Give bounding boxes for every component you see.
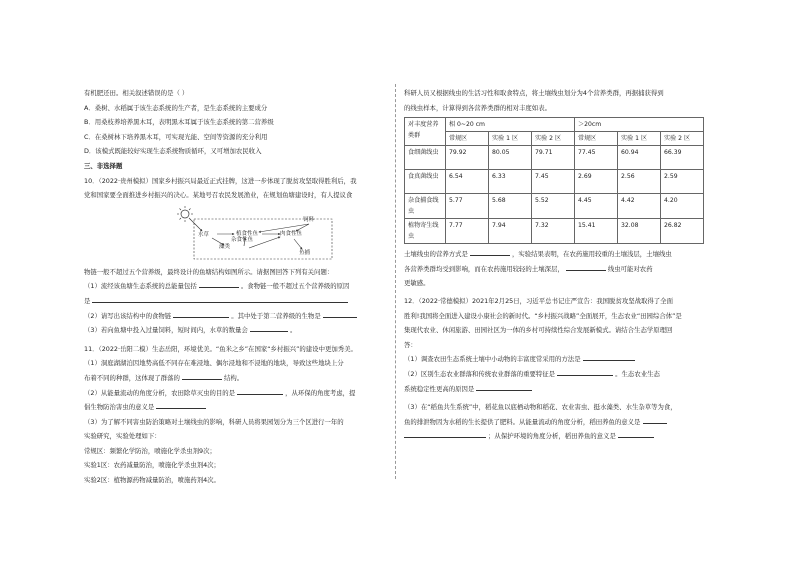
table-cell: 7.32 xyxy=(532,219,575,244)
omnivore-fish-label: 杂食性鱼 xyxy=(231,236,254,243)
table-cell: 5.77 xyxy=(446,194,489,219)
table-cell: 6.54 xyxy=(446,170,489,194)
answer-blank[interactable] xyxy=(250,324,288,332)
q10-sub3: （3）若向鱼塘中投入过量饲料，短时间内，水草的数量会 。 xyxy=(84,326,297,335)
answer-blank[interactable] xyxy=(199,280,239,288)
option-a: A．桑树、水稻属于该生态系统的生产者，是生态系统的主要成分 xyxy=(84,103,268,112)
answer-blank[interactable] xyxy=(237,387,283,395)
feed-label: 饲料 xyxy=(303,216,315,223)
table-cell: 26.82 xyxy=(661,219,704,244)
algae-label: 藻类 xyxy=(219,243,231,250)
carnivore-fish-label: 肉食性鱼 xyxy=(280,230,303,237)
table-cell: 7.94 xyxy=(489,219,532,244)
table-row-label: 食真菌线虫 xyxy=(405,170,446,194)
q12-text: 答： xyxy=(404,340,417,349)
table-cell: 60.94 xyxy=(618,146,661,170)
q11-sub1: 布着不同的种群，这体现了群落的 结构。 xyxy=(84,373,244,382)
answer-blank[interactable] xyxy=(557,368,613,376)
q10-text: 10．（2022·贵州模拟）国家乡村振兴局最近正式挂牌，这进一步体现了脱贫攻坚取得胜利后，我 xyxy=(84,176,357,185)
q10-text: 物链一般不超过五个营养级，最终设计的鱼塘结构如图所示。请据图回答下列有关问题： xyxy=(84,267,334,276)
q11-text: 实验1区：农药减量防治，喷施化学杀虫剂4次； xyxy=(84,461,220,470)
answer-blank[interactable] xyxy=(404,430,486,438)
table-cell: 15.41 xyxy=(575,219,618,244)
table-cell: 79.92 xyxy=(446,146,489,170)
q10-sub1-cont: 是 xyxy=(84,294,384,309)
table-row-label: 植物寄生线虫 xyxy=(405,219,446,244)
q11-text: 11．（2022·岳阳二模）生态岳阳，环境优美。“鱼米之乡”在国家“乡村振兴”的建设中更加秀美。 xyxy=(84,344,357,353)
section-title: 三、非选择题 xyxy=(84,161,123,170)
table-subheader: 实验 1 区 xyxy=(618,132,661,146)
question-text: 有机肥还田。相关叙述错误的是（ ） xyxy=(84,89,189,97)
table-subheader: 实验 2 区 xyxy=(661,132,704,146)
intro-text: 的线虫样本，计算得到各营养类群的相对丰度如表。 xyxy=(404,103,551,112)
q10-sub2: （2）请写出该结构中的食物链 。其中处于第二营养级的生物是 xyxy=(84,309,384,324)
table-cell: 66.39 xyxy=(661,146,704,170)
table-row xyxy=(405,219,704,244)
table-row xyxy=(405,146,704,170)
q12-text: 胜利!我国将全面进入建设小康社会的新时代。“乡村振兴战略”全面展开，生态农业“田园综合体”是 xyxy=(404,311,682,320)
q11-text: 实验研究，实验处理如下： xyxy=(84,432,161,441)
q12-sub3: 鱼的排泄物因为水稻的生长提供了肥料。从能量流动的角度分析，稻田养鱼的意义是 xyxy=(404,415,720,430)
q12-text: 集现代农业、休闲旅游、田园社区为一体的乡村可持续性综合发展新模式。请结合生态学原理回 xyxy=(404,326,673,335)
q11-text: 常规区：频繁化学防治，喷施化学杀虫剂9次； xyxy=(84,446,216,455)
table-cell: 79.71 xyxy=(532,146,575,170)
pond-food-web-diagram xyxy=(84,204,384,264)
table-header-row xyxy=(405,118,704,132)
answer-blank[interactable] xyxy=(476,383,532,391)
after-table-text: 土壤线虫的营养方式是 ，实验结果表明，在农药施用较重的土壤浅层，土壤线虫 xyxy=(404,250,672,259)
table-cell: 80.05 xyxy=(489,146,532,170)
food-web-figure xyxy=(84,204,384,264)
q11-sub2: （2）从能量流动的角度分析，农田除草灭虫的目的是 ，从环保的角度考虑，提 xyxy=(84,388,356,397)
left-column xyxy=(84,86,384,488)
q11-text: 实验2区：植物源药物减量防治，喷施药剂4次。 xyxy=(84,476,220,485)
answer-blank[interactable] xyxy=(182,372,222,380)
table-cell: 7.77 xyxy=(446,219,489,244)
table-cell: 2.56 xyxy=(618,170,661,194)
fishing-label: 鱼捕 xyxy=(299,249,311,256)
herbivore-fish-label: 植食性鱼 xyxy=(236,230,259,237)
q12-sub3: （3）在“稻鱼共生系统”中，稻花鱼以底栖动物和稻花、农业害虫、挺水藻类、水生杂草等为食， xyxy=(404,403,677,412)
table-subheader: 实验 2 区 xyxy=(532,132,575,146)
table-cell: 2.69 xyxy=(575,170,618,194)
table-cell: 4.45 xyxy=(575,194,618,219)
table-cell: 5.68 xyxy=(489,194,532,219)
table-cell: 7.45 xyxy=(532,170,575,194)
q10-text: 党和国家要全面推进乡村振兴的决心。某地号召农民发展渔业，在规划鱼塘建设时，有人提议食 xyxy=(84,191,353,200)
table-subheader-row xyxy=(405,132,704,146)
table-cell: 77.45 xyxy=(575,146,618,170)
q12-text: 12．（2022·常德模拟）2021年2月25日，习近平总书记庄严宣告：我国脱贫攻坚战取得了全面 xyxy=(404,296,673,305)
option-d: D．该模式既能较好实现生态系统物质循环，又可增加农民收入 xyxy=(84,147,262,156)
nematode-abundance-table xyxy=(404,117,704,244)
table-cell: 2.59 xyxy=(661,170,704,194)
answer-blank[interactable] xyxy=(643,416,667,424)
q12-sub1: （1）调查农田生态系统土壤中小动物的丰富度常采用的方法是 xyxy=(404,352,720,367)
table-cell: 4.20 xyxy=(661,194,704,219)
answer-blank[interactable] xyxy=(470,248,510,256)
table-row-label: 食细菌线虫 xyxy=(405,146,446,170)
intro-text: 科研人员又根据线虫的生活习性和取食特点，将土壤线虫划分为4个营养类群，再据捕获得到 xyxy=(404,89,664,97)
column-divider xyxy=(395,84,396,479)
q12-sub3-cont: ；从保护环境的角度分析，稻田养鱼的意义是 xyxy=(404,429,720,444)
table-cell: 32.08 xyxy=(618,219,661,244)
q12-sub2-cont: 系统稳定性更高的原因是 xyxy=(404,382,720,397)
table-row xyxy=(405,194,704,219)
answer-blank[interactable] xyxy=(583,353,635,361)
q11-sub2-cont: 倡生物防治害虫的意义是 xyxy=(84,400,384,415)
option-c: C．在桑树林下培养黑木耳，可实现光能、空间等资源的充分利用 xyxy=(84,132,268,141)
q11-text: （1）洞庭湖湖泊因地势高低不同存在难浸地、偶尔浸地和不浸地的地块，导致这些地块上分 xyxy=(84,359,344,368)
q10-sub1: （1）流经该鱼塘生态系统的总能量包括 。食物链一般不超过五个营养级的原因 xyxy=(84,282,350,291)
table-subheader: 常规区 xyxy=(575,132,618,146)
table-cell: 6.33 xyxy=(489,170,532,194)
after-table-text: 更敏感。 xyxy=(404,279,430,288)
table-row xyxy=(405,170,704,194)
answer-blank[interactable] xyxy=(156,401,206,409)
table-cell: 4.42 xyxy=(618,194,661,219)
answer-blank[interactable] xyxy=(566,263,606,271)
water-plants-label: 水草 xyxy=(198,231,210,238)
table-row-label: 杂食捕食线虫 xyxy=(405,194,446,219)
table-cell: 5.52 xyxy=(532,194,575,219)
table-header-depth2: ＞20cm xyxy=(575,118,704,132)
q11-text: （3）为了解不同害虫防治策略对土壤线虫的影响，科研人员将果园划分为三个区进行一年的 xyxy=(84,417,344,426)
q12-sub2: （2）区别生态农业群落和传统农业群落的重要特征是 。生态农业生态 xyxy=(404,369,660,378)
after-table-text: 各营养类群均受到影响，而在农药施用较轻的土壤深层， 线虫可能对农药 xyxy=(404,264,653,273)
answer-blank[interactable] xyxy=(618,430,654,438)
answer-blank[interactable] xyxy=(323,310,357,318)
table-subheader: 常规区 xyxy=(446,132,489,146)
option-b: B．用桑枝养培养黑木耳，表明黑木耳属于该生态系统的第二营养级 xyxy=(84,118,274,127)
table-subheader: 实验 1 区 xyxy=(489,132,532,146)
answer-blank[interactable] xyxy=(92,295,348,303)
answer-blank[interactable] xyxy=(173,310,229,318)
table-corner: 对丰度营养类群 xyxy=(405,118,446,146)
right-column xyxy=(404,86,720,444)
table-header-depth1: 相 0~20 cm xyxy=(446,118,575,132)
